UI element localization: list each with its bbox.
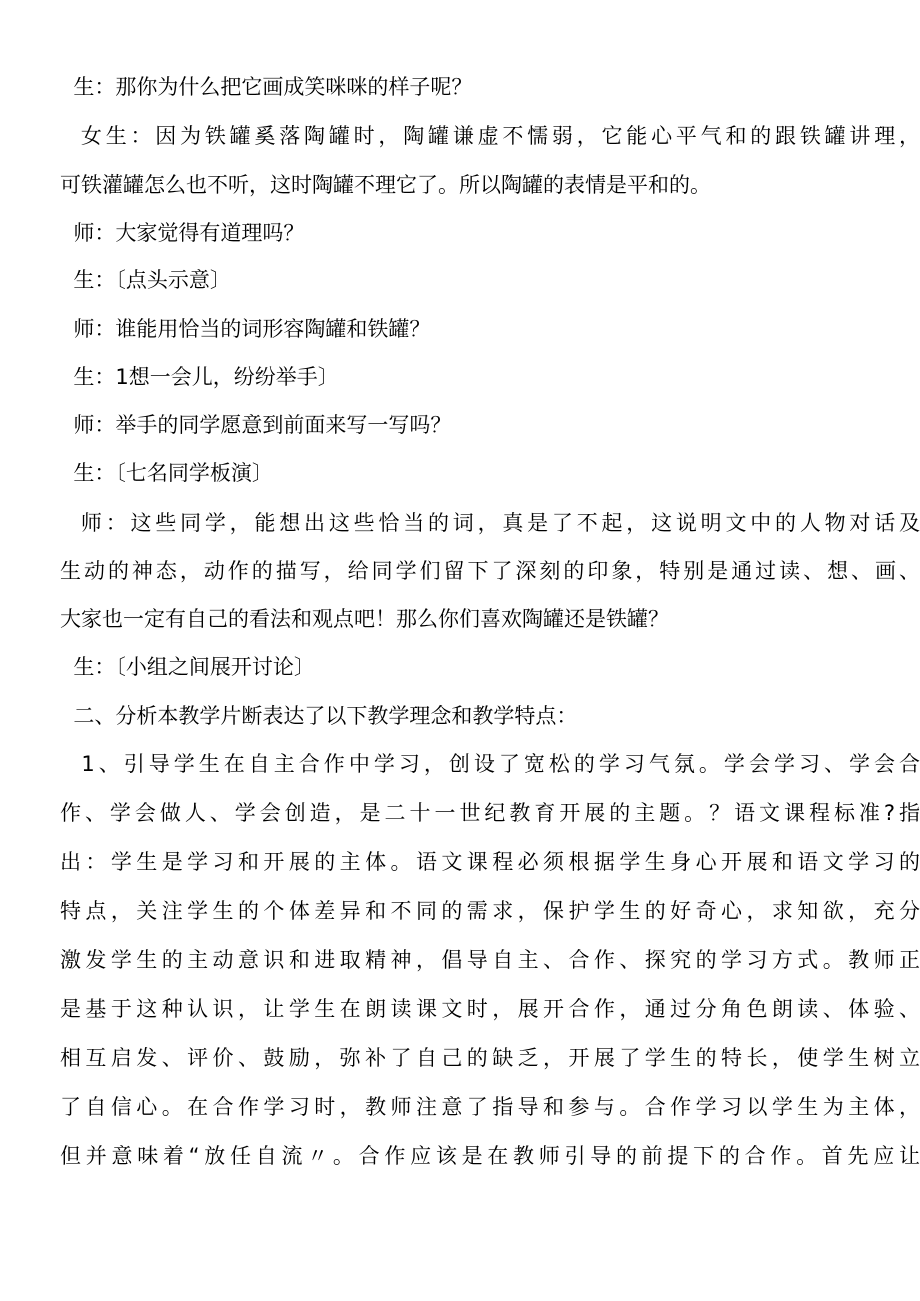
text-line: 师：谁能用恰当的词形容陶罐和铁罐？ (60, 317, 431, 341)
text-line: 女生：因为铁罐奚落陶罐时，陶罐谦虚不懦弱，它能心平气和的跟铁罐讲理， (60, 124, 920, 148)
text-line: 生：〔点头示意〕 (60, 268, 231, 292)
text-line: 生动的神态，动作的描写，给同学们留下了深刻的印象，特别是通过读、想、画、 (60, 559, 920, 583)
text-line: 是基于这种认识，让学生在朗读课文时，展开合作，通过分角色朗读、体验、 (60, 997, 920, 1021)
text-line: 大家也一定有自己的看法和观点吧！那么你们喜欢陶罐还是铁罐？ (60, 607, 669, 631)
text-line: 作、学会做人、学会创造，是二十一世纪教育开展的主题。？语文课程标准?指 (60, 801, 920, 825)
section-heading: 二、分析本教学片断表达了以下教学理念和教学特点： (60, 704, 578, 728)
text-line: 师：举手的同学愿意到前面来写一写吗？ (60, 413, 452, 437)
text-line: 了自信心。在合作学习时，教师注意了指导和参与。合作学习以学生为主体， (60, 1095, 920, 1119)
text-line: 师：这些同学，能想出这些恰当的词，真是了不起，这说明文中的人物对话及 (60, 511, 920, 535)
text-line: 师：大家觉得有道理吗？ (60, 221, 305, 245)
text-line: 1、引导学生在自主合作中学习，创设了宽松的学习气氛。学会学习、学会合 (60, 752, 920, 776)
text-line: 生：〔七名同学板演〕 (60, 461, 273, 485)
text-line: 生：〔小组之间展开讨论〕 (60, 655, 315, 679)
text-line: 相互启发、评价、鼓励，弥补了自己的缺乏，开展了学生的特长，使学生树立 (60, 1046, 920, 1070)
text-line: 出：学生是学习和开展的主体。语文课程必须根据学生身心开展和语文学习的 (60, 850, 920, 874)
text-line: 生：那你为什么把它画成笑咪咪的样子呢？ (60, 75, 473, 99)
text-line: 激发学生的主动意识和进取精神，倡导自主、合作、探究的学习方式。教师正 (60, 948, 920, 972)
text-line: 特点，关注学生的个体差异和不同的需求，保护学生的好奇心，求知欲，充分 (60, 899, 920, 923)
text-line: 可铁灌罐怎么也不听，这时陶罐不理它了。所以陶罐的表情是平和的。 (60, 173, 711, 197)
text-line: 但并意味着“放任自流〃。合作应该是在教师引导的前提下的合作。首先应让 (60, 1144, 920, 1168)
text-line: 生：1想一会儿，纷纷举手〕 (60, 365, 339, 389)
